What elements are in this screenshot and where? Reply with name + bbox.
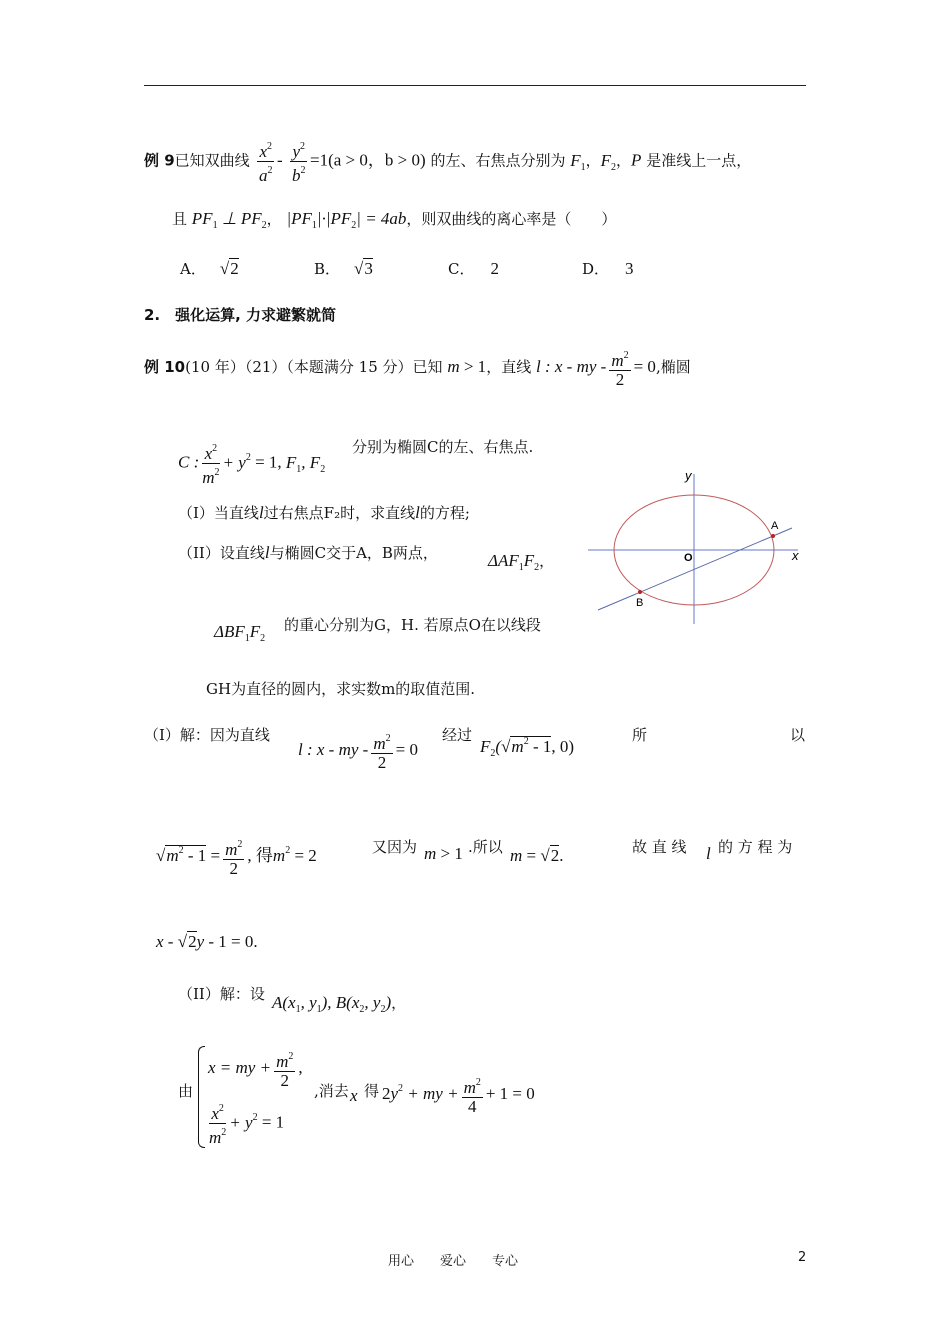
solution-1-e: 又因为: [372, 838, 418, 856]
example-9-label: 例 9: [144, 151, 175, 170]
solution-1-h: 的 方 程 为: [718, 838, 793, 856]
label-b: B: [636, 597, 644, 609]
label-x: x: [792, 548, 799, 563]
ex9-text3: 是准线上一点，: [646, 151, 752, 170]
question-2-line1: （II）设直线l与椭圆C交于A，B两点，: [178, 543, 438, 562]
system-eq1: x = my + $\frac{m^2}{2}$ ,: [208, 1048, 303, 1090]
q2-b: 与椭圆C交于A，B两点，: [269, 544, 438, 562]
ex10-text3: ,椭圆: [655, 358, 691, 376]
quadratic-eq: $2y^2$ + my + $\frac{m^2}{4}$ + 1 = 0: [382, 1074, 535, 1116]
triangle-aff: $\Delta AF_1F_2$，: [488, 551, 555, 573]
option-d: [582, 258, 634, 279]
q2-d: GH为直径的圆内，求实数m的取值范围.: [206, 680, 476, 698]
section-2-heading: 2. 强化运算, 力求避繁就简: [144, 306, 337, 324]
ex9-condition: =1(a > 0，b > 0): [310, 150, 426, 170]
solution-2-d: 得: [364, 1082, 380, 1100]
header-rule: [144, 85, 806, 86]
q2-a: （II）设直线: [178, 544, 265, 562]
system-brace: [198, 1046, 205, 1148]
solution-1-m-value: m = √2.: [510, 846, 564, 865]
solution-1-m-gt-1: m > 1: [424, 844, 463, 863]
label-a: A: [771, 520, 779, 532]
example-9-line1: 例 9已知双曲线 $\frac{x^2}{a^2}$ - $\frac{y^2}{b^2}$ =1(a > 0，b > 0) 的左、右焦点分别为 $F_1$，$F_2$，P 是准线上一点，: [144, 138, 751, 185]
point-a: [771, 534, 775, 538]
ellipse-equation: C : $\frac{x^2}{m^2}$ + $y^2 = 1$, $F_1$, $F_2$: [178, 440, 325, 487]
label-o: O: [684, 552, 693, 564]
opt-a-label: A．: [180, 260, 206, 278]
solution-1-line-eq: l : x - my - $\frac{m^2}{2}$ = 0: [298, 730, 418, 772]
ex10-text2: ，直线: [486, 358, 532, 376]
line-l-symbol: l: [706, 844, 711, 863]
solution-1-d: 以: [790, 726, 806, 744]
page-number: 2: [798, 1250, 807, 1265]
solution-1-focus: $F_2(√m^2 - 1$, 0): [480, 736, 575, 759]
solution-2-c: ,消去: [314, 1082, 349, 1100]
option-c: [448, 258, 499, 279]
solution-2-b: 由: [178, 1082, 194, 1100]
opt-c-value: 2: [490, 259, 499, 278]
line-l-answer: x - √2y - 1 = 0.: [156, 932, 258, 951]
opt-b-value: 3: [364, 259, 373, 278]
example-10-line1: 例 10(10 年）（21）（本题满分 15 分）已知 m > 1，直线 l : x - my - $\frac{m^2}{2}$ = 0,椭圆: [144, 347, 691, 389]
solution-1-a: （I）解：因为直线: [144, 726, 270, 744]
q1-c: 的方程;: [419, 504, 470, 522]
q1-a: （I）当直线: [178, 504, 259, 522]
solution-2-a: （II）解：设: [178, 985, 265, 1003]
ex9-text1: 已知双曲线: [174, 151, 250, 170]
fraction-x2-a2: $\frac{x^2}{a^2}$: [257, 138, 274, 185]
footer-text: 用心 爱心 专心: [388, 1254, 519, 1269]
solution-1-g: 故 直 线: [632, 838, 687, 856]
option-a: A． √2: [180, 259, 239, 278]
point-b: [638, 590, 642, 594]
points-ab: $A(x_1$, $y_1$), $B(x_2$, $y_2$)，: [272, 993, 407, 1015]
opt-d-value: 3: [625, 259, 634, 278]
example-9-line2: 且 $PF_1$ ⊥ $PF_2$， $|PF_1|\cdot|PF_2| = 4ab$，则双曲线的离心率是（ ）: [172, 209, 617, 231]
fraction-y2-b2: $\frac{y^2}{b^2}$: [290, 138, 307, 185]
ellipse-figure: [588, 466, 808, 626]
solution-1-c: 所: [632, 726, 648, 744]
opt-a-value: 2: [230, 259, 239, 278]
ex9-line2a: 且: [172, 210, 188, 228]
ex9-text2: 的左、右焦点分别为: [430, 151, 566, 170]
ex9-line2b: ，则双曲线的离心率是（ ）: [406, 210, 617, 228]
system-eq2: $\frac{x^2}{m^2}$ + $y^2 = 1$: [206, 1100, 284, 1147]
option-b: B． √3: [314, 259, 373, 278]
label-y: y: [685, 468, 692, 483]
example-10-label: 例 10: [144, 358, 186, 376]
solution-1-eq2: $√m^2 - 1$ = $\frac{m^2}{2}$ , 得$m^2 = 2$: [156, 836, 317, 878]
triangle-bff: $\Delta BF_1F_2$: [214, 622, 266, 644]
solution-1-f: .所以: [468, 838, 503, 856]
opt-b-label: B．: [314, 260, 341, 278]
question-1: （I）当直线l过右焦点F₂时，求直线l的方程;: [178, 503, 470, 522]
x-symbol: x: [350, 1086, 358, 1105]
opt-c-label: C．: [448, 260, 475, 278]
ex10-text1: (10 年）（21）（本题满分 15 分）已知: [185, 358, 443, 376]
line-l: [598, 528, 792, 610]
solution-1-b: 经过: [442, 726, 473, 744]
q2-c: 的重心分别为G，H. 若原点O在以线段: [284, 616, 541, 634]
opt-d-label: D．: [582, 260, 610, 278]
ex10-text4: 分别为椭圆C的左、右焦点.: [352, 438, 534, 456]
q1-b: 过右焦点F₂时，求直线: [263, 504, 416, 522]
